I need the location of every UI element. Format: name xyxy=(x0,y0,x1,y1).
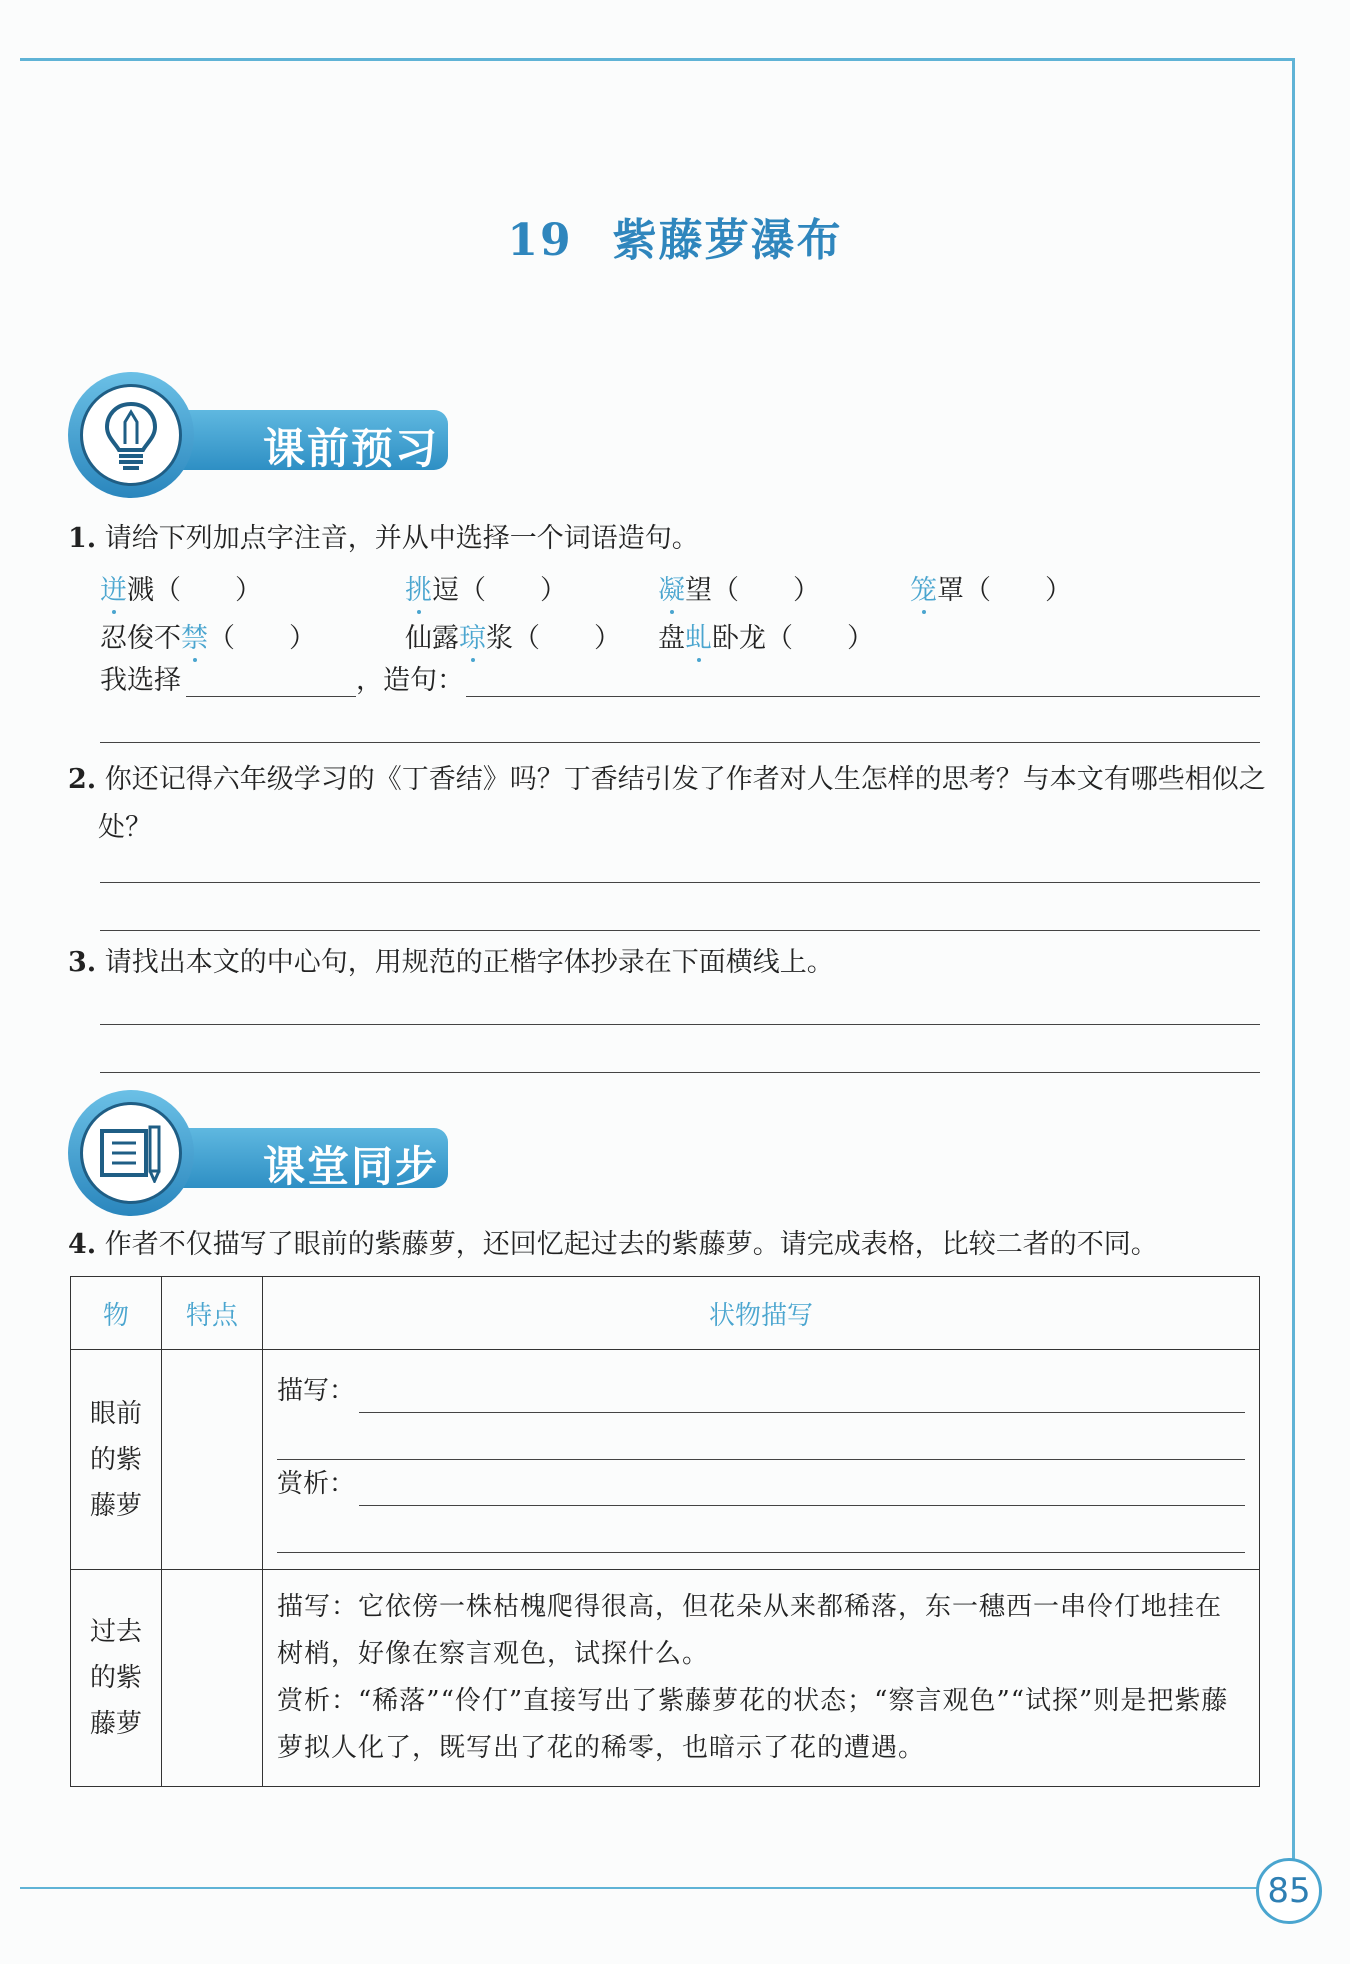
sentence-label: ，造句： xyxy=(356,665,464,696)
question-number: 1. xyxy=(68,523,97,554)
question-text: 请给下列加点字注音，并从中选择一个词语造句。 xyxy=(104,523,699,554)
question-2 xyxy=(68,756,1268,852)
given-analysis: 赏析：“稀落”“伶仃”直接写出了紫藤萝花的状态；“察言观色”“试探”则是把紫藤萝拟人化了，既写出了花的稀零，也暗示了花的遭遇。 xyxy=(277,1686,1229,1763)
header-description: 状物描写 xyxy=(263,1277,1260,1350)
page-frame-bottom xyxy=(20,1887,1258,1889)
description-cell xyxy=(263,1570,1260,1787)
question-number: 3. xyxy=(68,947,97,978)
section-label: 课堂同步 xyxy=(263,1142,440,1191)
choose-label: 我选择 xyxy=(100,665,181,696)
word-item: 忍俊不禁（ ） xyxy=(100,623,316,654)
answer-line[interactable] xyxy=(277,1413,1245,1460)
analysis-blank[interactable] xyxy=(359,1475,1245,1506)
lesson-title xyxy=(0,204,1350,268)
header-object: 物 xyxy=(71,1277,162,1350)
desc-blank[interactable] xyxy=(359,1382,1245,1413)
question-text: 请找出本文的中心句，用规范的正楷字体抄录在下面横线上。 xyxy=(104,947,834,978)
dotted-char: 笼 xyxy=(910,575,937,606)
answer-line[interactable] xyxy=(100,882,1260,883)
dotted-char: 挑 xyxy=(405,575,432,606)
page-number: 85 xyxy=(1256,1858,1322,1924)
word-item: 盘虬卧龙（ ） xyxy=(658,623,874,654)
choose-blank[interactable] xyxy=(186,696,356,697)
sentence-blank[interactable] xyxy=(466,696,1260,697)
object-cell xyxy=(71,1570,162,1787)
dotted-char: 虬 xyxy=(685,623,712,654)
analysis-fill-row xyxy=(277,1460,1245,1506)
sentence-label-wrap xyxy=(356,662,464,700)
feature-cell[interactable] xyxy=(162,1570,263,1787)
question-1 xyxy=(68,520,699,558)
word-item: 笼罩（ ） xyxy=(910,575,1072,606)
dotted-char: 禁 xyxy=(181,623,208,654)
table-row xyxy=(71,1350,1260,1570)
lightbulb-pencil-icon xyxy=(80,384,182,486)
word-item: 迸溅（ ） xyxy=(100,575,262,606)
dotted-char: 迸 xyxy=(100,575,127,606)
section-icon-circle xyxy=(68,372,194,498)
question-text: 作者不仅描写了眼前的紫藤萝，还回忆起过去的紫藤萝。请完成表格，比较二者的不同。 xyxy=(104,1229,1158,1260)
answer-line[interactable] xyxy=(100,1024,1260,1025)
description-cell xyxy=(263,1350,1260,1570)
question-number: 4. xyxy=(68,1229,97,1260)
object-label: 眼前的紫藤萝 xyxy=(89,1398,142,1521)
page-frame-top xyxy=(20,58,1295,61)
answer-line[interactable] xyxy=(100,1072,1260,1073)
word-item: 挑逗（ ） xyxy=(405,575,567,606)
answer-line[interactable] xyxy=(277,1506,1245,1553)
desc-label: 描写： xyxy=(277,1375,356,1406)
table-header-row xyxy=(71,1277,1260,1350)
dotted-char: 凝 xyxy=(658,575,685,606)
dotted-char: 琼 xyxy=(459,623,486,654)
table-row xyxy=(71,1570,1260,1787)
question-3 xyxy=(68,944,834,982)
lesson-number: 19 xyxy=(507,215,573,266)
word-item: 凝望（ ） xyxy=(658,575,820,606)
choose-line xyxy=(100,662,181,700)
book-pencil-icon xyxy=(80,1102,182,1204)
answer-line[interactable] xyxy=(100,930,1260,931)
lesson-title-text: 紫藤萝瀑布 xyxy=(612,215,843,266)
page-frame-right xyxy=(1292,58,1295,1888)
desc-fill-row xyxy=(277,1367,1245,1413)
comparison-table xyxy=(70,1276,1260,1787)
answer-line[interactable] xyxy=(100,742,1260,743)
section-icon-circle xyxy=(68,1090,194,1216)
question-4 xyxy=(68,1226,1158,1264)
header-feature: 特点 xyxy=(162,1277,263,1350)
object-cell xyxy=(71,1350,162,1570)
question-number: 2. xyxy=(68,764,97,795)
analysis-label: 赏析： xyxy=(277,1468,356,1499)
section-label: 课前预习 xyxy=(263,424,440,473)
question-text: 你还记得六年级学习的《丁香结》吗？丁香结引发了作者对人生怎样的思考？与本文有哪些相似之处？ xyxy=(98,764,1266,843)
word-item: 仙露琼浆（ ） xyxy=(405,623,621,654)
feature-cell[interactable] xyxy=(162,1350,263,1570)
given-description: 描写：它依傍一株枯槐爬得很高，但花朵从来都稀落，东一穗西一串伶仃地挂在树梢，好像在察言观色，试探什么。 xyxy=(277,1592,1223,1669)
object-label: 过去的紫藤萝 xyxy=(89,1617,142,1739)
